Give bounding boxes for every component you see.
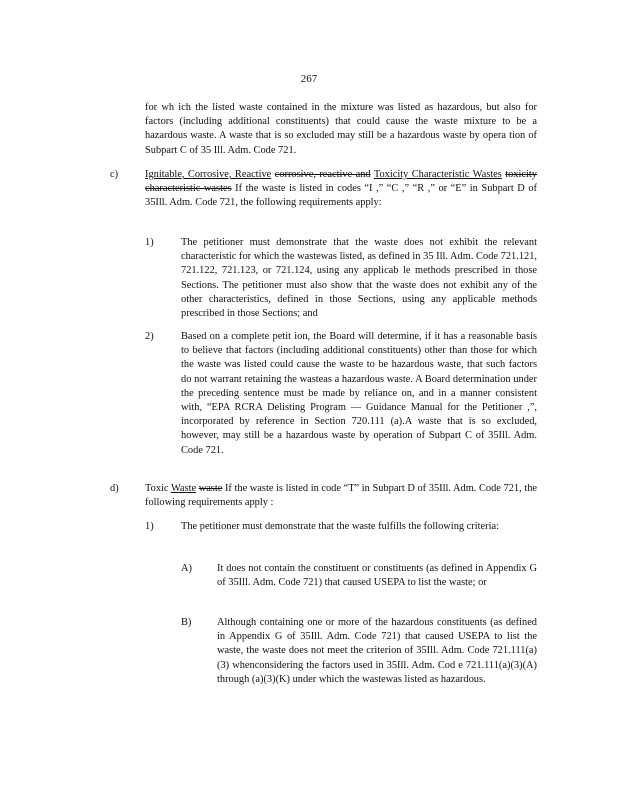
section-c-item-2-label: 2) [145,331,154,342]
section-d-rest: If the waste is listed in code “T” in Subpart D of 35Ill. Adm. Code 721, the following requirements apply : [145,483,538,509]
section-c-label: c) [110,169,119,180]
section-c-underlined-2: Toxicity Characteristic Wastes [373,169,502,180]
section-c-struck-1: corrosive, reactive and [274,169,371,180]
section-d-pre: Toxic [145,483,171,494]
section-c-struck-2: toxicity characteristic wastes [145,169,537,195]
section-c-underlined-1: Ignitable, Corrosive, Reactive [145,169,272,180]
section-d-subitem-a-text: It does not contain the constituent or constituents (as defined in Appendix G of 35Ill. Adm. Code 721) that caused USEPA to list the waste; or [217,563,537,589]
section-d-subitem-b-label: B) [181,617,192,628]
section-d-subitem-b-text: Although containing one or more of the hazardous constituents (as defined in Appendix G of 35Ill. Adm. Code 721) that caused USEPA to list the waste, the waste does not meet the criterion of 35Ill. Adm. Code 721.111(a)(3) whenconsidering the factors used in 35Ill. Adm. Cod e 721.111(a)(3)(A) through (a)(3)(K) under which the wastewas listed as hazardous. [217,617,537,685]
section-c-rest: If the waste is listed in codes “I ,” “C ,” “R ,” or “E” in Subpart D of 35Ill. Adm. Code 721, the following requirements apply: [145,183,537,209]
section-d-underlined: Waste [170,483,197,494]
section-d-label: d) [110,483,119,494]
page-number: 267 [300,73,318,85]
section-c-paragraph [145,168,537,211]
intro-paragraph: for wh ich the listed waste contained in the mixture was listed as hazardous, but also for factors (including additional constituents) that could cause the waste mixture to be a hazardous waste. A waste that is so excluded may still be a hazardous waste by opera tion of Subpart C of 35 Ill. Adm. Code 721. [145,102,537,156]
section-d-item-1-label: 1) [145,521,154,532]
section-d-item-1-text: The petitioner must demonstrate that the waste fulfills the following criteria: [181,521,499,532]
section-c-item-1-text: The petitioner must demonstrate that the waste does not exhibit the relevant characteristic for which the wastewas listed, as defined in 35 Ill. Adm. Code 721.121, 721.122, 721.123, or 721.124, using any applicab le methods prescribed in those Sections. The petitioner must also show that the waste does not exhibit any of the other characteristics, defined in those Sections, using any applicable methods prescribed in those Sections; and [181,237,537,320]
section-d-subitem-a-label: A) [181,563,192,574]
section-c-item-1-label: 1) [145,237,154,248]
section-d-struck: waste [198,483,223,494]
section-d-paragraph [145,482,537,510]
section-c-item-2-text: Based on a complete petit ion, the Board will determine, if it has a reasonable basis to believe that factors (including additional constituents) other than those for which the waste was listed could cause the waste to be hazardous waste, that such factors do not warrant retaining the wasteas a hazardous waste. A Board determination under the preceding sentence must be made by reliance on, and in a manner consistent with, “EPA RCRA Delisting Program — Guidance Manual for the Petitioner ,”, incorporated by reference in Section 720.111 (a).A waste that is so excluded, however, may still be a hazardous waste by operation of Subpart C of 35Ill. Adm. Code 721. [181,331,537,456]
